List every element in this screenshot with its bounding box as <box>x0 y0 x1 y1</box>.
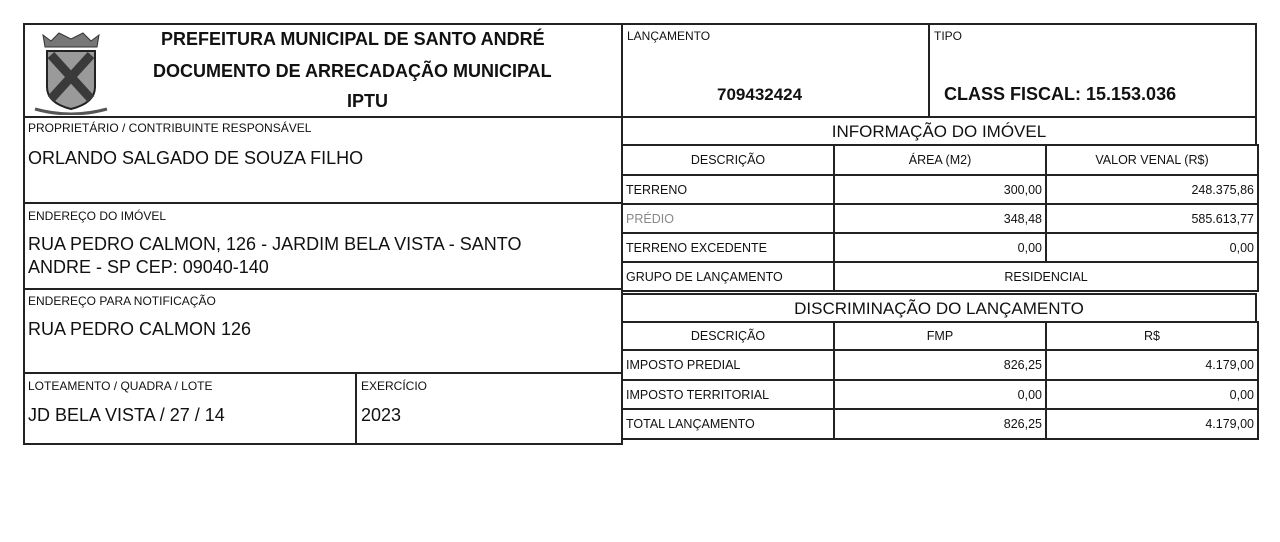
tipo-box <box>928 23 1257 118</box>
proprietario-label: PROPRIETÁRIO / CONTRIBUINTE RESPONSÁVEL <box>28 121 312 135</box>
crest-icon <box>33 29 109 115</box>
row-fmp: 826,25 <box>834 350 1046 380</box>
col-rs-header: R$ <box>1046 322 1258 350</box>
lancamento-box <box>621 23 930 118</box>
endereco-notificacao-box <box>23 288 623 374</box>
loteamento-value: JD BELA VISTA / 27 / 14 <box>28 405 225 425</box>
row-desc: TERRENO <box>622 175 834 204</box>
col-fmp-header: FMP <box>834 322 1046 350</box>
lancamento-label: LANÇAMENTO <box>627 29 711 43</box>
endereco-notificacao-value: RUA PEDRO CALMON 126 <box>28 319 252 339</box>
proprietario-value: ORLANDO SALGADO DE SOUZA FILHO <box>28 148 364 168</box>
row-valor: 248.375,86 <box>1046 175 1258 204</box>
row-fmp: 826,25 <box>834 409 1046 439</box>
row-desc: PRÉDIO <box>622 204 834 233</box>
table-row <box>622 233 1258 262</box>
row-desc: TERRENO EXCEDENTE <box>622 233 834 262</box>
exercicio-box <box>355 372 623 445</box>
row-valor: 585.613,77 <box>1046 204 1258 233</box>
endereco-imovel-line-2: ANDRE - SP CEP: 09040-140 <box>28 257 269 277</box>
row-area: 348,48 <box>834 204 1046 233</box>
discriminacao-title-box <box>621 293 1257 323</box>
row-area: 0,00 <box>834 233 1046 262</box>
tipo-label: TIPO <box>934 29 963 43</box>
table-row <box>622 380 1258 409</box>
row-area: 300,00 <box>834 175 1046 204</box>
discriminacao-table <box>621 321 1259 440</box>
lancamento-value: 709432424 <box>717 85 803 104</box>
row-rs: 4.179,00 <box>1046 409 1258 439</box>
row-rs: 4.179,00 <box>1046 350 1258 380</box>
header-line-1: PREFEITURA MUNICIPAL DE SANTO ANDRÉ <box>161 29 545 49</box>
exercicio-label: EXERCÍCIO <box>361 379 428 393</box>
class-fiscal-value: CLASS FISCAL: 15.153.036 <box>944 84 1177 104</box>
exercicio-value: 2023 <box>361 405 402 425</box>
info-imovel-header-row <box>622 145 1258 175</box>
loteamento-label: LOTEAMENTO / QUADRA / LOTE <box>28 379 213 393</box>
table-row <box>622 350 1258 380</box>
row-fmp: 0,00 <box>834 380 1046 409</box>
info-imovel-title-box <box>621 116 1257 146</box>
endereco-imovel-box <box>23 202 623 290</box>
loteamento-box <box>23 372 357 445</box>
endereco-imovel-label: ENDEREÇO DO IMÓVEL <box>28 209 167 223</box>
row-desc: IMPOSTO PREDIAL <box>622 350 834 380</box>
total-row <box>622 409 1258 439</box>
info-imovel-table <box>621 144 1259 292</box>
col-valor-venal-header: VALOR VENAL (R$) <box>1046 145 1258 175</box>
col-descricao-header: DESCRIÇÃO <box>622 322 834 350</box>
col-descricao-header: DESCRIÇÃO <box>622 145 834 175</box>
grupo-lancamento-label: GRUPO DE LANÇAMENTO <box>622 262 834 291</box>
table-row <box>622 175 1258 204</box>
row-desc: IMPOSTO TERRITORIAL <box>622 380 834 409</box>
endereco-imovel-line-1: RUA PEDRO CALMON, 126 - JARDIM BELA VISTA - SANTO <box>28 234 522 254</box>
discriminacao-header-row <box>622 322 1258 350</box>
table-row <box>622 204 1258 233</box>
grupo-lancamento-row <box>622 262 1258 291</box>
endereco-notificacao-label: ENDEREÇO PARA NOTIFICAÇÃO <box>28 294 216 308</box>
iptu-document <box>23 23 1257 445</box>
col-area-header: ÁREA (M2) <box>834 145 1046 175</box>
row-desc: TOTAL LANÇAMENTO <box>622 409 834 439</box>
header-box <box>23 23 623 118</box>
info-imovel-title: INFORMAÇÃO DO IMÓVEL <box>831 122 1047 141</box>
grupo-lancamento-value: RESIDENCIAL <box>834 262 1258 291</box>
proprietario-box <box>23 116 623 204</box>
header-line-2: DOCUMENTO DE ARRECADAÇÃO MUNICIPAL <box>153 61 552 81</box>
discriminacao-title: DISCRIMINAÇÃO DO LANÇAMENTO <box>794 299 1084 318</box>
header-line-3: IPTU <box>347 91 389 111</box>
row-rs: 0,00 <box>1046 380 1258 409</box>
row-valor: 0,00 <box>1046 233 1258 262</box>
